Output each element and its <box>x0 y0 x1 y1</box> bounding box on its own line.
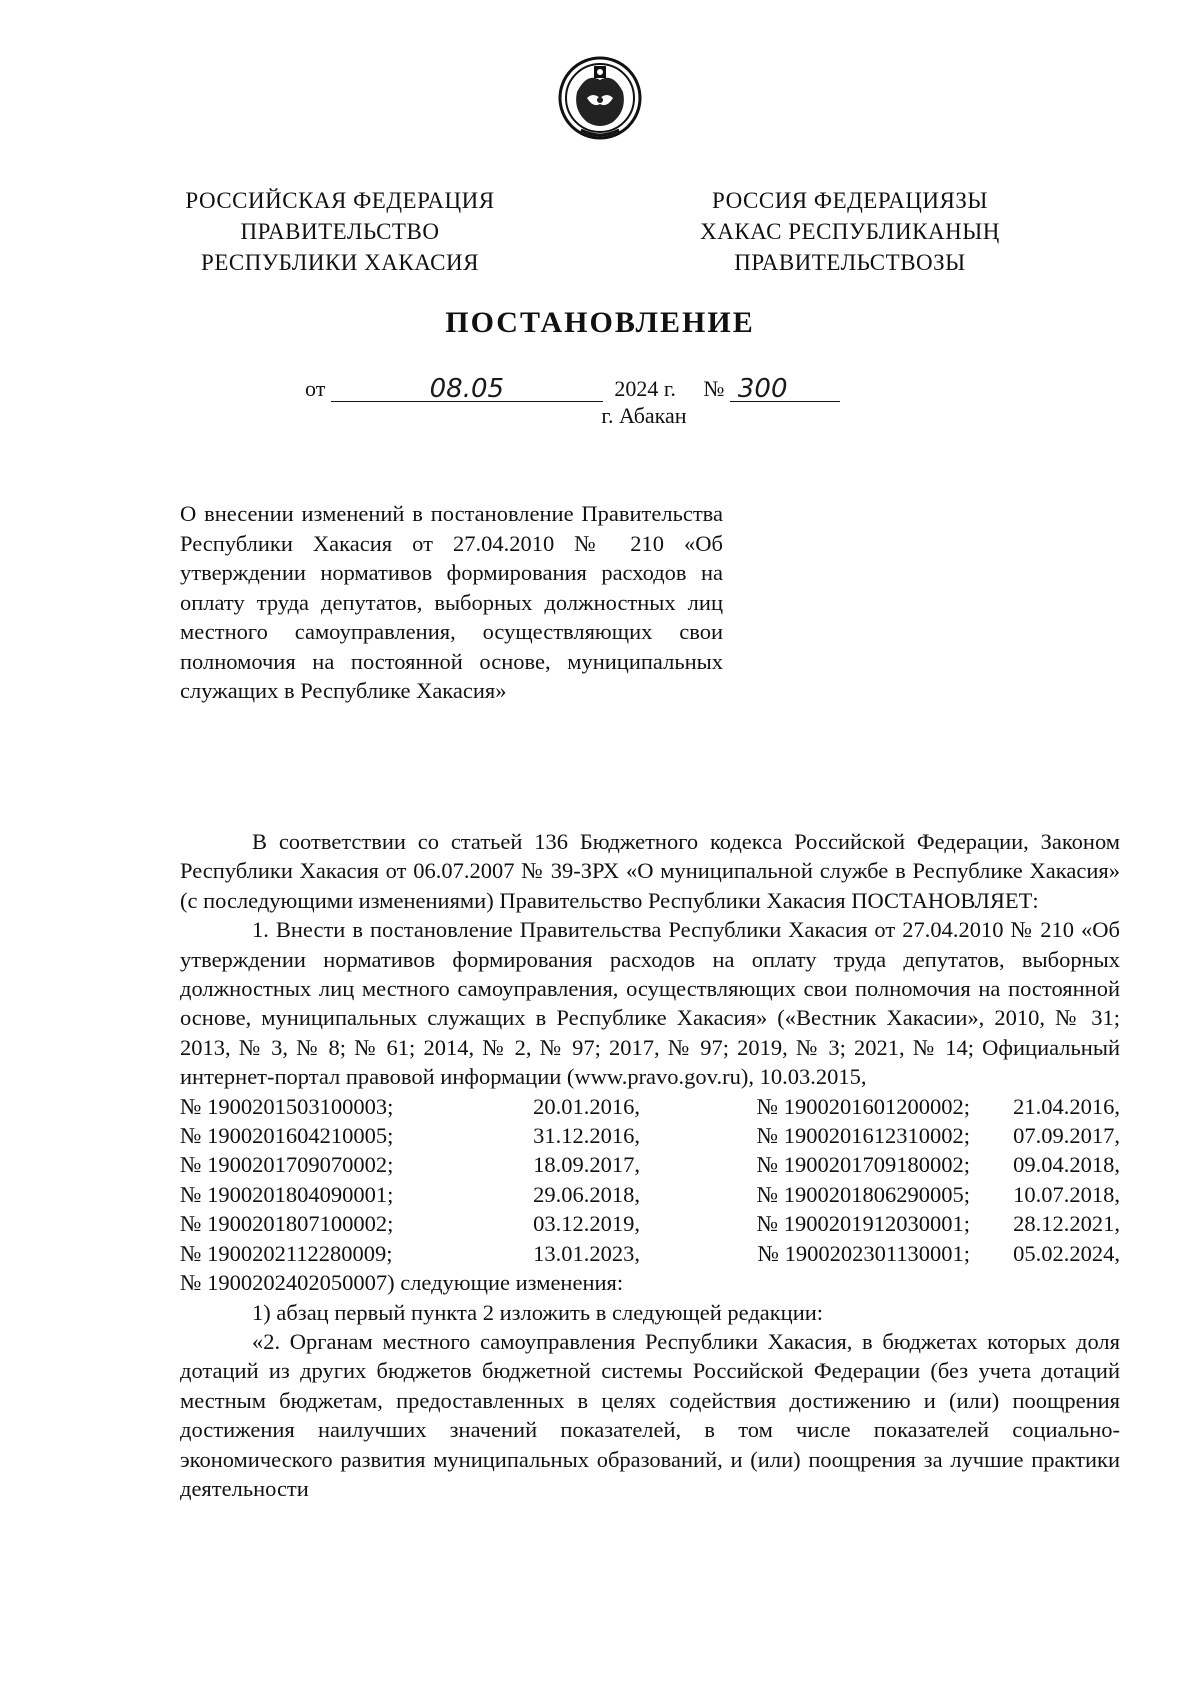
registry-cell: № 1900202112280009; <box>180 1240 393 1266</box>
registry-cell: № 1900201807100002; <box>180 1211 394 1237</box>
registry-table <box>180 1092 1120 1268</box>
registry-cell: 07.09.2017, <box>1013 1123 1120 1149</box>
registry-cell: 13.01.2023, <box>533 1240 640 1266</box>
header-left-line-3: РЕСПУБЛИКИ ХАКАСИЯ <box>201 250 479 275</box>
registry-cell: № 1900201709180002; <box>756 1152 970 1178</box>
coat-of-arms-emblem <box>557 52 643 142</box>
registry-cell: 29.06.2018, <box>533 1181 640 1207</box>
preamble-paragraph: В соответствии со статьей 136 Бюджетного кодекса Российской Федерации, Законом Республики Хакасия от 06.07.2007 № 39-ЗРХ «О муниципальной службе в Республике Хакасия» (с последующими изменениями) Правительство Республики Хакасия ПОСТАНОВЛЯЕТ: <box>180 829 1120 913</box>
registry-cell: 09.04.2018, <box>1013 1152 1120 1178</box>
city-name: г. Абакан <box>601 403 687 428</box>
registry-cell: 28.12.2021, <box>1013 1211 1120 1237</box>
number-handwritten: 300 <box>737 374 788 404</box>
registry-cell: № 1900201806290005; <box>756 1181 970 1207</box>
header-left-line-2: ПРАВИТЕЛЬСТВО <box>240 219 440 244</box>
registry-row <box>180 1180 1120 1209</box>
registry-cell: 03.12.2019, <box>533 1211 640 1237</box>
header-right-line-1: РОССИЯ ФЕДЕРАЦИЯЗЫ <box>712 188 988 213</box>
item-1-tail: № 1900202402050007) следующие изменения: <box>180 1270 624 1296</box>
registry-cell: № 1900201503100003; <box>180 1093 394 1119</box>
registry-cell: № 1900201612310002; <box>756 1123 970 1149</box>
registry-cell: 21.04.2016, <box>1013 1093 1120 1119</box>
registry-cell: 31.12.2016, <box>533 1123 640 1149</box>
subject-block: О внесении изменений в постановление Правительства Республики Хакасия от 27.04.2010 № 210 «Об утверждении нормативов формирования расходов на оплату труда депутатов, выборных должностных лиц местного самоуправления, осуществляющих свои полномочия на постоянной основе, муниципальных служащих в Республике Хакасия» <box>180 501 723 703</box>
registry-cell: № 1900201601200002; <box>756 1093 970 1119</box>
registry-row <box>180 1209 1120 1238</box>
registry-cell: № 1900201709070002; <box>180 1152 394 1178</box>
registry-cell: № 1900202301130001; <box>757 1240 970 1266</box>
registry-row <box>180 1121 1120 1150</box>
header-right-line-3: ПРАВИТЕЛЬСТВОЗЫ <box>734 250 966 275</box>
header-right <box>660 185 1040 278</box>
registry-cell: № 1900201604210005; <box>180 1123 394 1149</box>
registry-cell: 10.07.2018, <box>1013 1181 1120 1207</box>
number-field <box>730 374 840 404</box>
registry-cell: 18.09.2017, <box>533 1152 640 1178</box>
date-prefix: от <box>305 376 326 401</box>
date-line <box>305 376 840 402</box>
date-handwritten: 08.05 <box>429 374 505 404</box>
registry-cell: 05.02.2024, <box>1013 1240 1120 1266</box>
header-right-line-2: ХАКАС РЕСПУБЛИКАНЫҢ <box>700 219 1000 244</box>
document-title: ПОСТАНОВЛЕНИЕ <box>445 306 755 339</box>
document-body <box>180 827 1120 1503</box>
quoted-paragraph: «2. Органам местного самоуправления Республики Хакасия, в бюджетах которых доля дотаций из других бюджетов бюджетной системы Российской Федерации (без учета дотаций местным бюджетам, предоставленных в целях содействия достижению и (или) поощрения достижения наилучших значений показателей, в том числе показателей социально-экономического развития муниципальных образований, и (или) поощрения за лучшие практики деятельности <box>180 1328 1120 1501</box>
city-line <box>0 403 1200 429</box>
registry-row <box>180 1150 1120 1179</box>
registry-cell: № 1900201804090001; <box>180 1181 394 1207</box>
registry-row <box>180 1239 1120 1268</box>
header-left <box>150 185 530 278</box>
subitem-1-paragraph: 1) абзац первый пункта 2 изложить в следующей редакции: <box>252 1299 824 1325</box>
date-year: 2024 г. <box>614 376 676 401</box>
registry-cell: 20.01.2016, <box>533 1093 640 1119</box>
registry-row <box>180 1092 1120 1121</box>
header-left-line-1: РОССИЙСКАЯ ФЕДЕРАЦИЯ <box>185 188 495 213</box>
number-sign: № <box>703 376 725 401</box>
registry-cell: № 1900201912030001; <box>756 1211 970 1237</box>
date-field <box>331 374 603 404</box>
item-1-paragraph: 1. Внести в постановление Правительства Республики Хакасия от 27.04.2010 № 210 «Об утверждении нормативов формирования расходов на оплату труда депутатов, выборных должностных лиц местного самоуправления, осуществляющих свои полномочия на постоянной основе, муниципальных служащих в Республике Хакасия» («Вестник Хакасии», 2010, № 31; 2013, № 3, № 8; № 61; 2014, № 2, № 97; 2017, № 97; 2019, № 3; 2021, № 14; Официальный интернет-портал правовой информации (www.pravo.gov.ru), 10.03.2015, <box>180 917 1120 1090</box>
